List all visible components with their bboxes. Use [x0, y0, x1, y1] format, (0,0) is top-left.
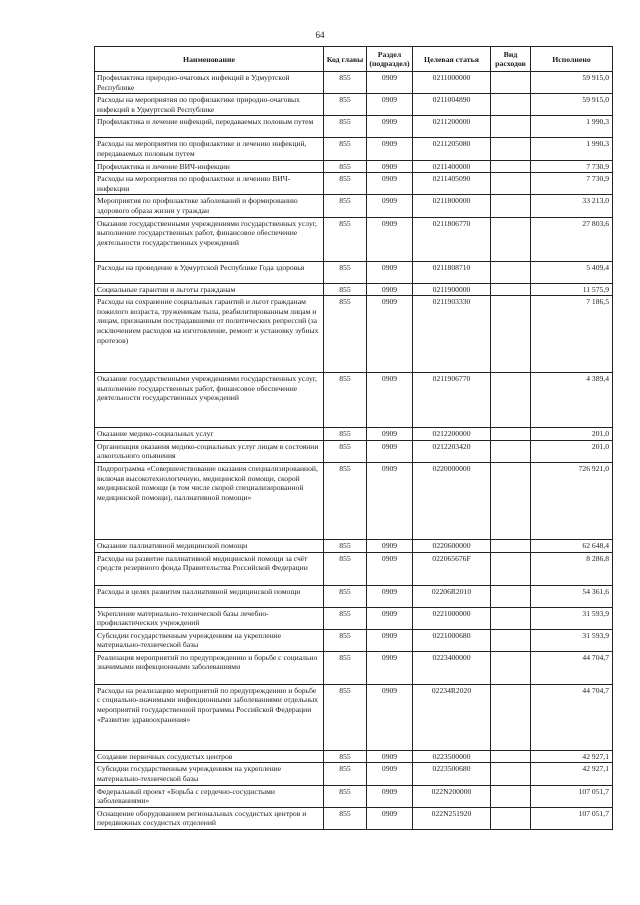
table-header [95, 47, 613, 72]
row-section: 0909 [367, 539, 413, 552]
row-chapter-code: 855 [324, 138, 367, 160]
row-chapter-code: 855 [324, 462, 367, 539]
row-target-article: 0211405090 [413, 173, 491, 195]
row-expense-type [491, 539, 531, 552]
row-chapter-code: 855 [324, 785, 367, 807]
row-name: Оказание государственными учреждениями государственных услуг, выполнение государственных работ, финансовое обеспечение деятельности государственных учреждений [95, 373, 324, 428]
header-target-article: Целевая статья [413, 47, 491, 72]
row-target-article: 0211200000 [413, 116, 491, 138]
row-expense-type [491, 629, 531, 651]
row-chapter-code: 855 [324, 373, 367, 428]
table-row [95, 607, 613, 629]
row-section: 0909 [367, 651, 413, 684]
row-expense-type [491, 173, 531, 195]
row-target-article: 0212203420 [413, 440, 491, 462]
page-number: 64 [315, 30, 325, 40]
table-row [95, 763, 613, 785]
row-name: Расходы на развитие паллиативной медицинской помощи за счёт средств резервного фонда Правительства Российской Федерации [95, 552, 324, 585]
row-amount: 54 361,6 [531, 585, 613, 607]
row-expense-type [491, 785, 531, 807]
row-amount: 42 927,1 [531, 763, 613, 785]
row-expense-type [491, 217, 531, 261]
row-amount: 5 409,4 [531, 261, 613, 283]
row-chapter-code: 855 [324, 217, 367, 261]
budget-table [94, 46, 613, 830]
table-row [95, 585, 613, 607]
table-row [95, 195, 613, 217]
row-name: Расходы на проведение в Удмуртской Республике Года здоровья [95, 261, 324, 283]
table-body [95, 72, 613, 830]
row-expense-type [491, 261, 531, 283]
row-expense-type [491, 440, 531, 462]
header-expense-type: Вид расходов [491, 47, 531, 72]
table-row [95, 785, 613, 807]
row-section: 0909 [367, 750, 413, 763]
row-chapter-code: 855 [324, 651, 367, 684]
row-name: Профилактика и лечение ВИЧ-инфекции [95, 160, 324, 173]
row-name: Расходы в целях развития паллиативной медицинской помощи [95, 585, 324, 607]
row-name: Оказание медико-социальных услуг [95, 428, 324, 441]
table-row [95, 428, 613, 441]
row-chapter-code: 855 [324, 428, 367, 441]
row-section: 0909 [367, 684, 413, 750]
row-section: 0909 [367, 94, 413, 116]
row-amount: 8 286,8 [531, 552, 613, 585]
row-amount: 59 915,0 [531, 72, 613, 94]
row-section: 0909 [367, 785, 413, 807]
row-chapter-code: 855 [324, 750, 367, 763]
row-section: 0909 [367, 373, 413, 428]
row-section: 0909 [367, 261, 413, 283]
row-target-article: 0221000000 [413, 607, 491, 629]
row-section: 0909 [367, 217, 413, 261]
table-row [95, 138, 613, 160]
row-expense-type [491, 428, 531, 441]
row-section: 0909 [367, 763, 413, 785]
row-amount: 44 704,7 [531, 651, 613, 684]
row-name: Расходы на мероприятия по профилактике и лечению ВИЧ-инфекции [95, 173, 324, 195]
row-section: 0909 [367, 607, 413, 629]
row-target-article: 0211400000 [413, 160, 491, 173]
table-row [95, 651, 613, 684]
row-expense-type [491, 763, 531, 785]
row-section: 0909 [367, 283, 413, 296]
row-target-article: 0211808710 [413, 261, 491, 283]
row-name: Субсидии государственным учреждениям на укрепление материально-технической базы [95, 629, 324, 651]
row-section: 0909 [367, 552, 413, 585]
row-amount: 107 051,7 [531, 807, 613, 829]
row-name: Организация оказания медико-социальных услуг лицам в состоянии алкогольного опьянения [95, 440, 324, 462]
row-amount: 27 803,6 [531, 217, 613, 261]
row-name: Оказание государственными учреждениями государственных услуг, выполнение государственных работ, финансовое обеспечение деятельности государственных учреждений [95, 217, 324, 261]
row-amount: 4 389,4 [531, 373, 613, 428]
row-target-article: 0223500680 [413, 763, 491, 785]
row-chapter-code: 855 [324, 160, 367, 173]
row-target-article: 02206R2010 [413, 585, 491, 607]
row-expense-type [491, 373, 531, 428]
row-amount: 62 648,4 [531, 539, 613, 552]
row-expense-type [491, 116, 531, 138]
row-expense-type [491, 750, 531, 763]
row-section: 0909 [367, 173, 413, 195]
row-target-article: 0211004890 [413, 94, 491, 116]
row-name: Расходы на реализацию мероприятий по предупреждению и борьбе с социально-значимыми инфекционными заболеваниями отдельных мероприятий государственной программы Российской Федерации «Развитие здравоохранения» [95, 684, 324, 750]
row-amount: 1 990,3 [531, 138, 613, 160]
row-target-article: 0220000000 [413, 462, 491, 539]
row-section: 0909 [367, 462, 413, 539]
row-section: 0909 [367, 585, 413, 607]
row-amount: 107 051,7 [531, 785, 613, 807]
row-amount: 7 730,9 [531, 160, 613, 173]
table-row [95, 261, 613, 283]
row-target-article: 0211900000 [413, 283, 491, 296]
table-row [95, 217, 613, 261]
row-amount: 726 921,0 [531, 462, 613, 539]
row-expense-type [491, 94, 531, 116]
row-section: 0909 [367, 629, 413, 651]
table-row [95, 750, 613, 763]
header-chapter-code: Код главы [324, 47, 367, 72]
row-amount: 1 990,3 [531, 116, 613, 138]
row-chapter-code: 855 [324, 684, 367, 750]
row-name: Укрепление материально-технической базы лечебно-профилактических учреждений [95, 607, 324, 629]
row-chapter-code: 855 [324, 585, 367, 607]
row-expense-type [491, 296, 531, 373]
row-chapter-code: 855 [324, 552, 367, 585]
row-amount: 11 575,9 [531, 283, 613, 296]
table-row [95, 807, 613, 829]
row-name: Оснащение оборудованием региональных сосудистых центров и передвижных сосудистых отделений [95, 807, 324, 829]
row-section: 0909 [367, 72, 413, 94]
row-name: Расходы на мероприятия по профилактике природно-очаговых инфекций в Удмуртской Республике [95, 94, 324, 116]
table-row [95, 684, 613, 750]
row-amount: 44 704,7 [531, 684, 613, 750]
row-target-article: 0223400000 [413, 651, 491, 684]
table-row [95, 160, 613, 173]
table-row [95, 373, 613, 428]
table-row [95, 94, 613, 116]
row-section: 0909 [367, 428, 413, 441]
row-chapter-code: 855 [324, 607, 367, 629]
header-section: Раздел (подраздел) [367, 47, 413, 72]
row-target-article: 0211000000 [413, 72, 491, 94]
table-row [95, 629, 613, 651]
row-target-article: 0211800000 [413, 195, 491, 217]
table-row [95, 72, 613, 94]
table-row [95, 116, 613, 138]
row-chapter-code: 855 [324, 195, 367, 217]
row-chapter-code: 855 [324, 173, 367, 195]
row-chapter-code: 855 [324, 94, 367, 116]
row-chapter-code: 855 [324, 629, 367, 651]
row-section: 0909 [367, 296, 413, 373]
row-amount: 201,0 [531, 440, 613, 462]
row-amount: 7 730,9 [531, 173, 613, 195]
row-target-article: 022N200000 [413, 785, 491, 807]
row-target-article: 02234R2020 [413, 684, 491, 750]
row-name: Социальные гарантии и льготы гражданам [95, 283, 324, 296]
row-name: Мероприятия по профилактике заболеваний и формированию здорового образа жизни у граждан [95, 195, 324, 217]
row-target-article: 0223500000 [413, 750, 491, 763]
table-row [95, 552, 613, 585]
row-target-article: 022065676F [413, 552, 491, 585]
row-name: Федеральный проект «Борьба с сердечно-сосудистыми заболеваниями» [95, 785, 324, 807]
row-target-article: 0211205080 [413, 138, 491, 160]
row-expense-type [491, 283, 531, 296]
row-expense-type [491, 160, 531, 173]
row-chapter-code: 855 [324, 440, 367, 462]
table-row [95, 440, 613, 462]
row-section: 0909 [367, 160, 413, 173]
row-section: 0909 [367, 116, 413, 138]
row-section: 0909 [367, 807, 413, 829]
row-amount: 42 927,1 [531, 750, 613, 763]
row-name: Расходы на сохранение социальных гарантий и льгот гражданам пожилого возраста, труженикам тыла, реабилитированным лицам и лицам, признанным пострадавшими от политических репрессий (за исключением расходов на изготовление, ремонт и установку зубных протезов) [95, 296, 324, 373]
row-name: Оказание паллиативной медицинской помощи [95, 539, 324, 552]
row-chapter-code: 855 [324, 763, 367, 785]
row-chapter-code: 855 [324, 72, 367, 94]
table-row [95, 462, 613, 539]
row-expense-type [491, 585, 531, 607]
row-section: 0909 [367, 195, 413, 217]
row-target-article: 0211903330 [413, 296, 491, 373]
row-section: 0909 [367, 138, 413, 160]
row-chapter-code: 855 [324, 296, 367, 373]
table-row [95, 539, 613, 552]
row-target-article: 0211906770 [413, 373, 491, 428]
header-name: Наименование [95, 47, 324, 72]
row-amount: 33 213,0 [531, 195, 613, 217]
row-name: Расходы на мероприятия по профилактике и лечению инфекций, передаваемых половым путем [95, 138, 324, 160]
row-chapter-code: 855 [324, 283, 367, 296]
row-section: 0909 [367, 440, 413, 462]
row-target-article: 0212200000 [413, 428, 491, 441]
row-name: Реализация мероприятий по предупреждению и борьбе с социально значимыми инфекционными заболеваниями [95, 651, 324, 684]
row-target-article: 0211806770 [413, 217, 491, 261]
row-name: Создание первичных сосудистых центров [95, 750, 324, 763]
row-expense-type [491, 684, 531, 750]
row-name: Субсидии государственным учреждениям на укрепление материально-технической базы [95, 763, 324, 785]
row-expense-type [491, 552, 531, 585]
row-expense-type [491, 138, 531, 160]
row-chapter-code: 855 [324, 539, 367, 552]
row-chapter-code: 855 [324, 261, 367, 283]
row-expense-type [491, 462, 531, 539]
row-target-article: 022N251920 [413, 807, 491, 829]
table-row [95, 283, 613, 296]
row-amount: 7 186,5 [531, 296, 613, 373]
table-row [95, 173, 613, 195]
row-target-article: 0220600000 [413, 539, 491, 552]
row-amount: 31 593,9 [531, 629, 613, 651]
row-name: Профилактика и лечение инфекций, передаваемых половым путем [95, 116, 324, 138]
row-expense-type [491, 72, 531, 94]
table-row [95, 296, 613, 373]
header-executed: Исполнено [531, 47, 613, 72]
row-expense-type [491, 195, 531, 217]
row-name: Профилактика природно-очаговых инфекций в Удмуртской Республике [95, 72, 324, 94]
row-amount: 59 915,0 [531, 94, 613, 116]
row-amount: 201,0 [531, 428, 613, 441]
row-expense-type [491, 807, 531, 829]
row-expense-type [491, 607, 531, 629]
row-name: Подпрограмма «Совершенствование оказания специализированной, включая высокотехнологичную, медицинской помощи, скорой медицинской помощи (в том числе скорой специализированной медицинской помощи), паллиативной помощи» [95, 462, 324, 539]
row-target-article: 0221000680 [413, 629, 491, 651]
row-amount: 31 593,9 [531, 607, 613, 629]
row-expense-type [491, 651, 531, 684]
row-chapter-code: 855 [324, 116, 367, 138]
row-chapter-code: 855 [324, 807, 367, 829]
